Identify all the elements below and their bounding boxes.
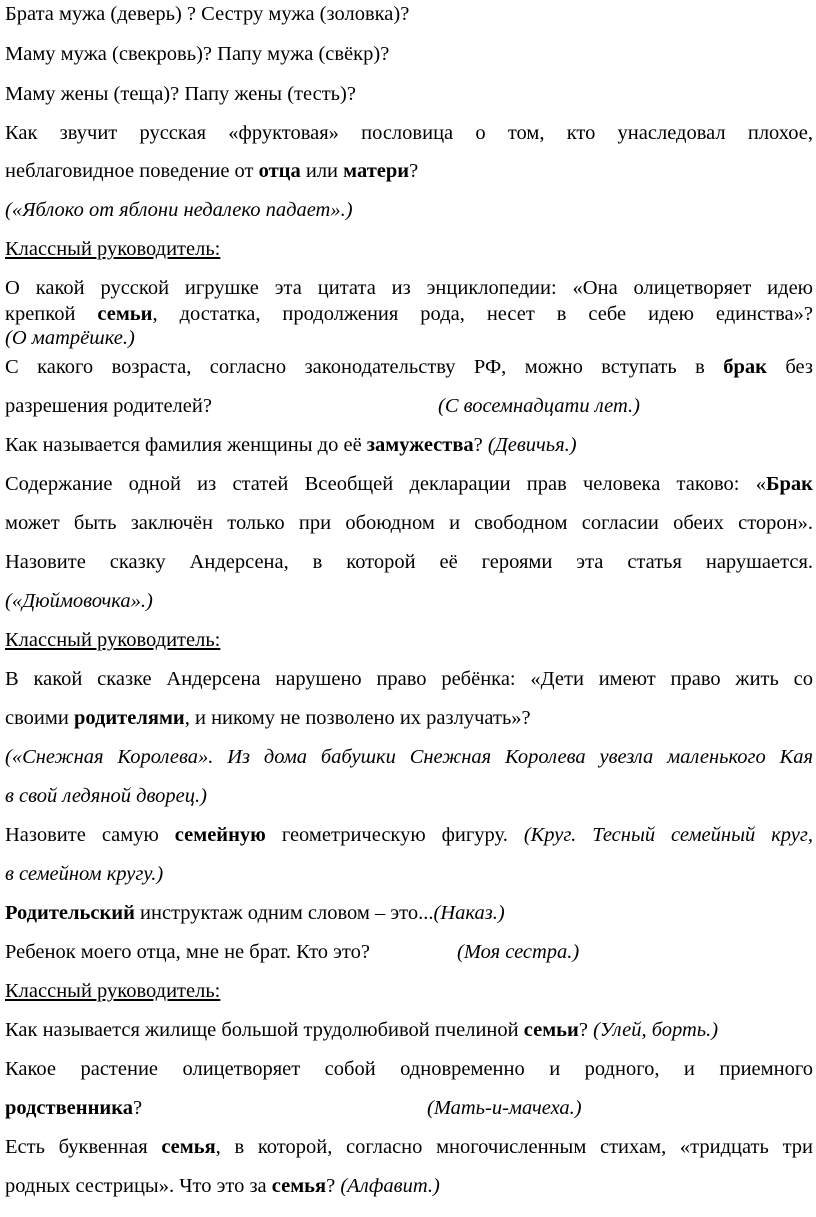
section-heading: Классный руководитель: (5, 629, 221, 651)
question-line: В какой сказке Андерсена нарушено право ребёнка: «Дети имеют право жить со (5, 668, 813, 690)
answer-line: («Дюймовочка».) (5, 590, 153, 612)
question-line: Как называется фамилия женщины до её замужества? (Девичья.) (5, 434, 577, 456)
question-line: родных сестрицы». Что это за семья? (Алфавит.) (5, 1175, 440, 1197)
text-line: Маму жены (теща)? Папу жены (тесть)? (5, 83, 356, 105)
question-line: разрешения родителей? (С восемнадцати лет.) (5, 395, 641, 417)
question-line: Назовите самую семейную геометрическую фигуру. (Круг. Тесный семейный круг, (5, 824, 813, 846)
question-line: родственника? (Мать-и-мачеха.) (5, 1097, 582, 1119)
answer-text: (Улей, борть.) (593, 1019, 719, 1041)
answer-line: (О матрёшке.) (5, 327, 135, 349)
question-line: Какое растение олицетворяет собой одновременно и родного, и приемного (5, 1058, 813, 1080)
answer-line: («Яблоко от яблони недалеко падает».) (5, 199, 353, 221)
question-line: Содержание одной из статей Всеобщей декларации прав человека таково: «Брак (5, 473, 813, 495)
question-line: Как звучит русская «фруктовая» пословица о том, кто унаследовал плохое, (5, 122, 813, 144)
question-line: Как называется жилище большой трудолюбивой пчелиной семьи? (Улей, борть.) (5, 1019, 719, 1041)
text-line: Маму мужа (свекровь)? Папу мужа (свёкр)? (5, 43, 390, 65)
answer-line: в свой ледяной дворец.) (5, 785, 207, 807)
question-line: крепкой семьи, достатка, продолжения рода, несет в себе идею единства»? (5, 303, 813, 325)
question-line: Есть буквенная семья, в которой, согласно многочисленным стихам, «тридцать три (5, 1136, 813, 1158)
answer-text: (Девичья.) (487, 434, 577, 456)
answer-text: (Алфавит.) (340, 1175, 440, 1197)
text-line: Брата мужа (деверь) ? Сестру мужа (золовка)? (5, 3, 410, 25)
question-line: Родительский инструктаж одним словом – это...(Наказ.) (5, 902, 505, 924)
answer-text: (Моя сестра.) (457, 941, 580, 963)
section-heading: Классный руководитель: (5, 980, 221, 1002)
answer-line: («Снежная Королева». Из дома бабушки Снежная Королева увезла маленького Кая (5, 746, 813, 768)
question-line: Ребенок моего отца, мне не брат. Кто это? (Моя сестра.) (5, 941, 580, 963)
question-line: может быть заключён только при обоюдном и свободном согласии обеих сторон». (5, 512, 813, 534)
section-heading: Классный руководитель: (5, 238, 221, 260)
question-line: О какой русской игрушке эта цитата из энциклопедии: «Она олицетворяет идею (5, 277, 813, 299)
answer-text: (Круг. Тесный семейный круг, (523, 824, 813, 846)
answer-text: (Мать-и-мачеха.) (427, 1097, 582, 1119)
question-line: Назовите сказку Андерсена, в которой её героями эта статья нарушается. (5, 551, 813, 573)
answer-text: (С восемнадцати лет.) (438, 395, 641, 417)
question-line: своими родителями, и никому не позволено их разлучать»? (5, 707, 531, 729)
question-line: С какого возраста, согласно законодательству РФ, можно вступать в брак без (5, 356, 813, 378)
answer-text: (Наказ.) (433, 902, 505, 924)
question-line: неблаговидное поведение от отца или матери? (5, 160, 419, 182)
answer-line: в семейном кругу.) (5, 863, 164, 885)
